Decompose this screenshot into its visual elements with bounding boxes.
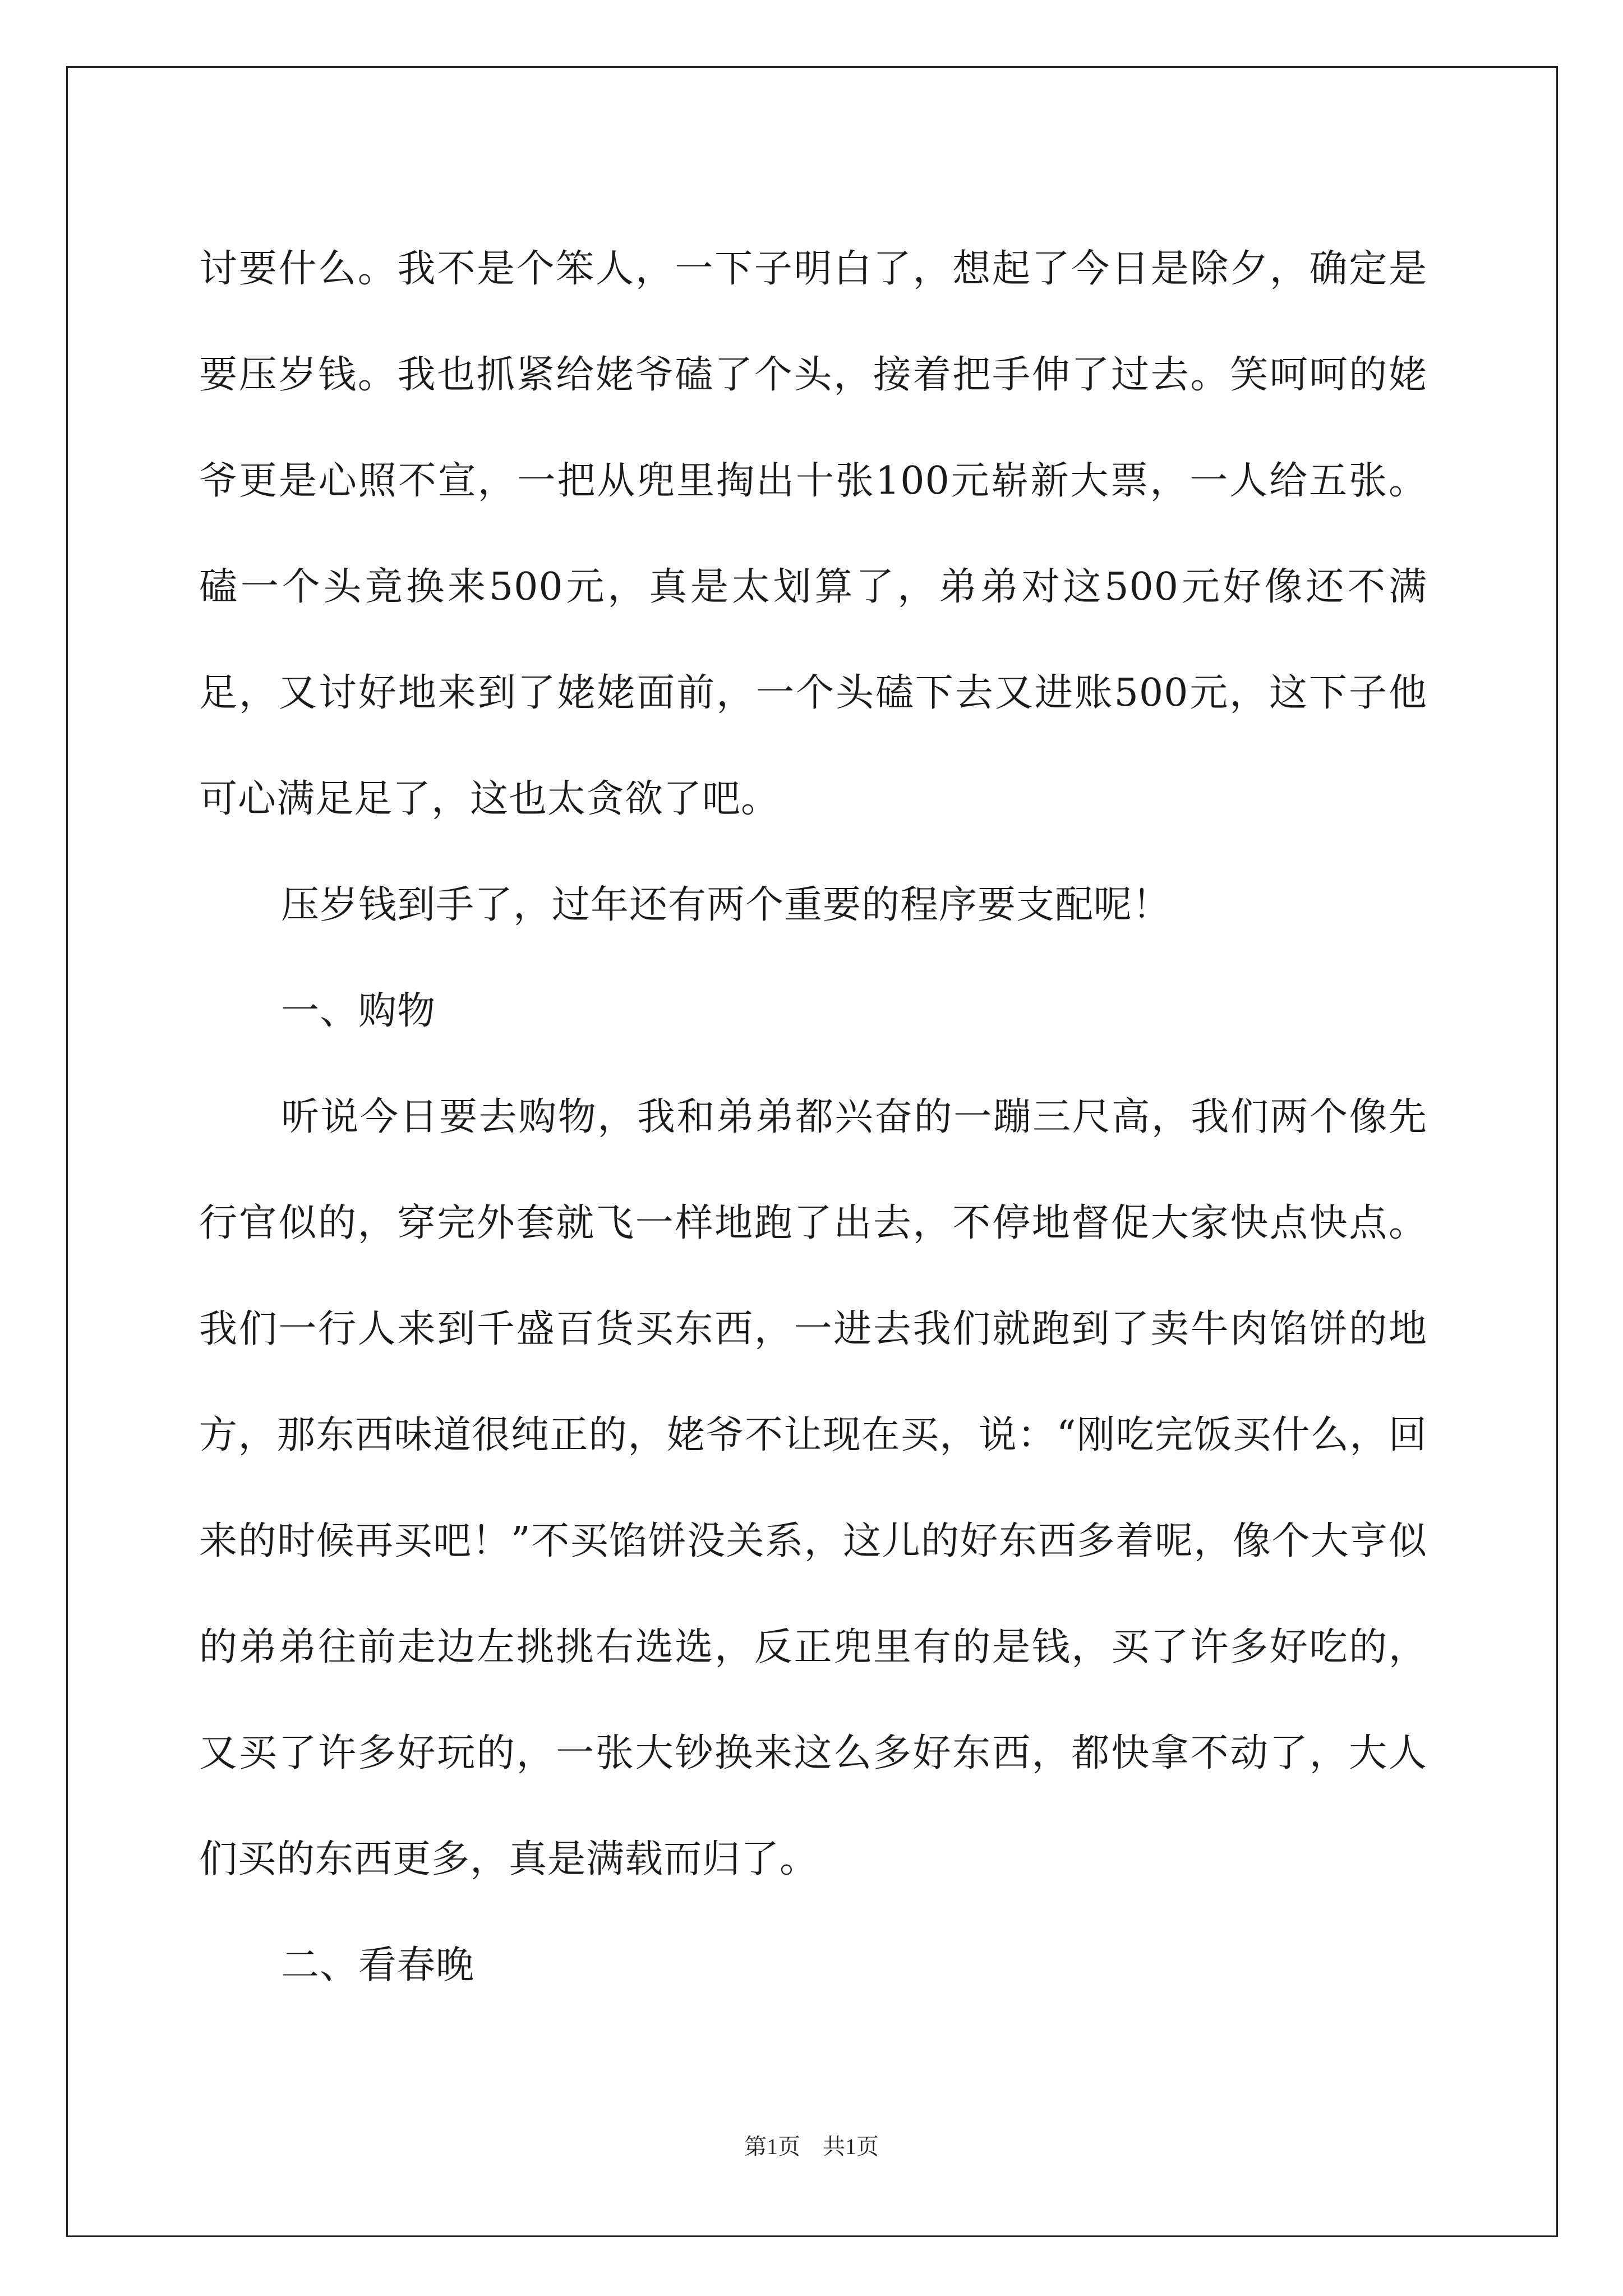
paragraph-1: 讨要什么。我不是个笨人，一下子明白了，想起了今日是除夕，确定是要压岁钱。我也抓紧给姥爷磕了个头，接着把手伸了过去。笑呵呵的姥爷更是心照不宣，一把从兜里掏出十张100元崭新大票，一人给五张。磕一个头竟换来500元，真是太划算了，弟弟对这500元好像还不满足，又讨好地来到了姥姥面前，一个头磕下去又进账500元，这下子他可心满足足了，这也太贪欲了吧。 — [199, 247, 1427, 821]
paragraph-shopping: 听说今日要去购物，我和弟弟都兴奋的一蹦三尺高，我们两个像先行官似的，穿完外套就飞一样地跑了出去，不停地督促大家快点快点。我们一行人来到千盛百货买东西，一进去我们就跑到了卖牛肉馅饼的地方，那东西味道很纯正的，姥爷不让现在买，说：“刚吃完饭买什么，回来的时候再买吧！”不买馅饼没关系，这儿的好东西多着呢，像个大亨似的弟弟往前走边左挑挑右选选，反正兜里有的是钱，买了许多好吃的，又买了许多好玩的，一张大钞换来这么多好东西，都快拿不动了，大人们买的东西更多，真是满载而归了。 — [199, 1095, 1427, 1881]
section-heading-shopping: 一、购物 — [281, 989, 436, 1033]
page-total: 共1页 — [823, 2134, 879, 2159]
page-number: 第1页 — [744, 2134, 800, 2159]
page-footer — [0, 2129, 1623, 2161]
paragraph-2: 压岁钱到手了，过年还有两个重要的程序要支配呢！ — [281, 883, 1172, 927]
section-heading-spring-gala: 二、看春晚 — [281, 1943, 475, 1987]
document-body — [199, 216, 1427, 2018]
